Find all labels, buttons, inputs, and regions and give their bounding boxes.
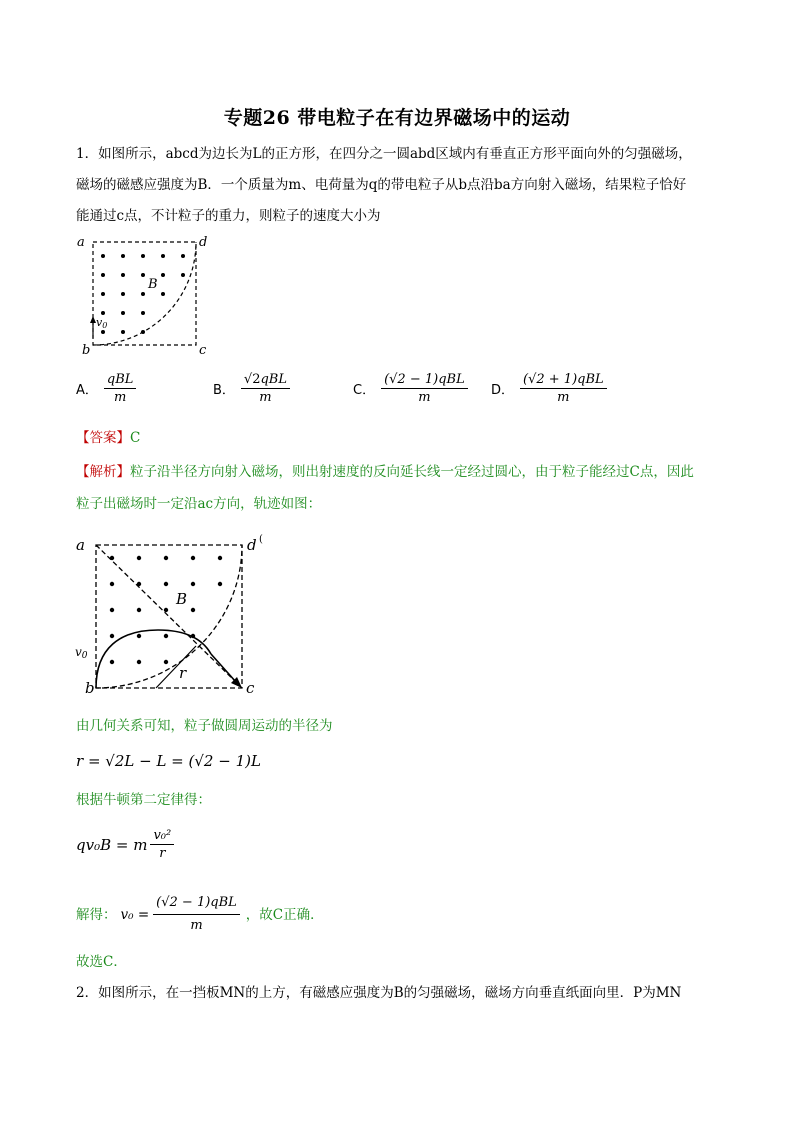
option-c[interactable]: C． $\frac{\text{(√2 − 1)qBL}}{m}$ bbox=[353, 372, 468, 405]
analysis-tag: 【解析】 bbox=[76, 464, 130, 480]
label-a: a bbox=[77, 235, 85, 250]
label2-a: a bbox=[76, 536, 85, 554]
label-c: c bbox=[199, 343, 207, 358]
option-d[interactable]: D． $\frac{\text{(√2 + 1)qBL}}{m}$ bbox=[491, 372, 607, 405]
q1-text-line-2: 磁场的磁感应强度为B．一个质量为m、电荷量为q的带电粒子从b点沿ba方向射入磁场，结果粒子恰好 bbox=[76, 177, 687, 193]
figure-2-trajectory bbox=[72, 530, 272, 700]
label2-d-mark: ( bbox=[259, 534, 263, 545]
analysis-line-2: 粒子出磁场时一定沿ac方向，轨迹如图： bbox=[76, 496, 322, 512]
option-b[interactable]: B． $\frac{\text{√2qBL}}{m}$ bbox=[213, 372, 290, 405]
label-d: d bbox=[199, 235, 208, 250]
answer-value: C bbox=[130, 430, 141, 446]
answer-line bbox=[76, 428, 140, 448]
field-dots-2 bbox=[110, 556, 222, 664]
label2-d: d bbox=[247, 536, 257, 554]
solve-line: 解得： v₀ = $\frac{\text{(√2 − 1)qBL}}{m}$ ，故C正确． bbox=[76, 893, 324, 936]
q1-text-line-1: 1．如图所示，abcd为边长为L的正方形，在四分之一圆abd区域内有垂直正方形平面向外的匀强磁场， bbox=[76, 146, 692, 162]
option-a-fraction: $\frac{\text{qBL}}{m}$ bbox=[104, 372, 137, 405]
answer-tag: 【答案】 bbox=[76, 430, 130, 446]
option-d-fraction: $\frac{\text{(√2 + 1)qBL}}{m}$ bbox=[520, 372, 607, 405]
trajectory-arc bbox=[96, 630, 211, 688]
page-title: 专题26 带电粒子在有边界磁场中的运动 bbox=[223, 107, 571, 129]
radius-line bbox=[156, 646, 196, 688]
geo-text: 由几何关系可知，粒子做圆周运动的半径为 bbox=[76, 718, 333, 734]
analysis-line-1: 【解析】粒子沿半径方向射入磁场，则出射速度的反向延长线一定经过圆心，由于粒子能经过C点，因此 bbox=[76, 464, 694, 480]
solve-fraction: $\frac{\text{(√2 − 1)qBL}}{m}$ bbox=[153, 893, 240, 936]
option-b-fraction: $\frac{\text{√2qBL}}{m}$ bbox=[241, 372, 290, 405]
option-c-fraction: $\frac{\text{(√2 − 1)qBL}}{m}$ bbox=[381, 372, 468, 405]
q1-text-line-3: 能通过c点，不计粒子的重力，则粒子的速度大小为 bbox=[76, 208, 381, 224]
figure-1-magnetic-field bbox=[76, 232, 216, 360]
equation-newton: qv₀B = m $\frac{\text{v₀²}}{r}$ bbox=[76, 828, 174, 861]
label-B: B bbox=[148, 277, 158, 292]
exit-ray bbox=[211, 654, 236, 682]
label2-c: c bbox=[246, 679, 255, 697]
label2-b: b bbox=[85, 679, 95, 697]
newton-text: 根据牛顿第二定律得： bbox=[76, 792, 211, 808]
option-a[interactable]: A． $\frac{\text{qBL}}{m}$ bbox=[76, 372, 136, 405]
label2-v0: v0 bbox=[75, 645, 88, 661]
q2-text-line-1: 2．如图所示，在一挡板MN的上方，有磁感应强度为B的匀强磁场，磁场方向垂直纸面向里．P为MN bbox=[76, 985, 682, 1001]
field-dots bbox=[101, 254, 185, 334]
choose-text: 故选C． bbox=[76, 954, 127, 970]
diagonal-ac bbox=[96, 545, 242, 688]
label-b: b bbox=[82, 343, 91, 358]
label2-r: r bbox=[179, 664, 187, 682]
label-v0: v0 bbox=[96, 316, 108, 330]
label2-B: B bbox=[176, 590, 188, 608]
equation-radius: r = √2L − L = (√2 − 1)L bbox=[76, 752, 261, 770]
